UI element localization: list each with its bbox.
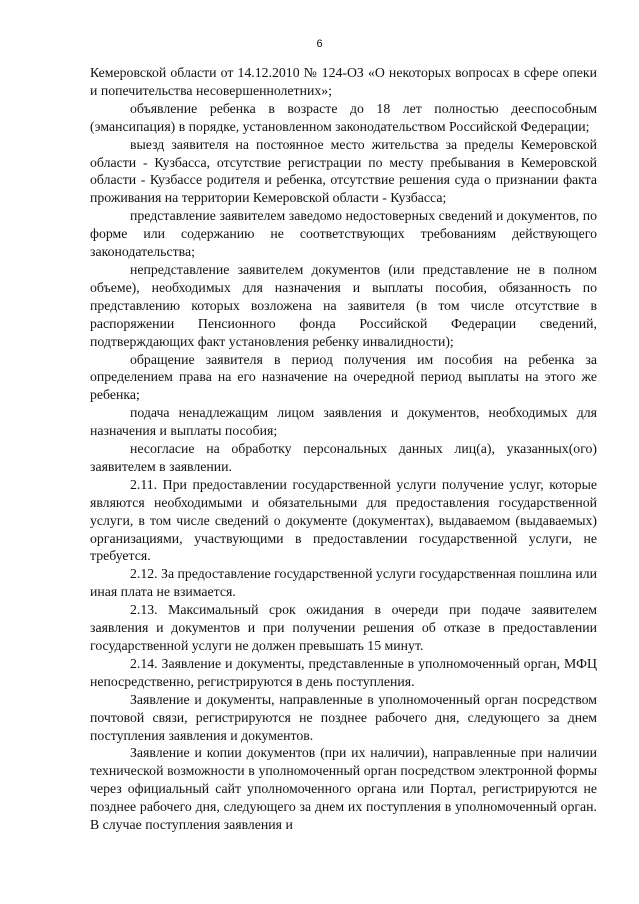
paragraph: выезд заявителя на постоянное место жительства за пределы Кемеровской области - Кузбасса, отсутствие регистрации по месту пребывания в Кемеровской области - Кузбассе родителя и ребенка, отсутствие решения суда о признании факта проживания на территории Кемеровской области - Кузбасса; [90,136,597,206]
page-number: 6 [316,38,323,50]
paragraph: 2.13. Максимальный срок ожидания в очереди при подаче заявителем заявления и документов и при получении решения об отказе в предоставлении государственной услуги не должен превышать 15 минут. [90,602,597,653]
paragraph: 2.11. При предоставлении государственной услуги получение услуг, которые являются необходимыми и обязательными для предоставления государственной услуги, в том числе сведений о документе (документах), выдаваемом (выдаваемых) организациями, участвующими в предоставлении государственной услуги, не требуется. [90,476,597,564]
document-body [90,64,597,834]
paragraph: Заявление и копии документов (при их наличии), направленные при наличии технической возможности в уполномоченный орган посредством электронной формы через официальный сайт уполномоченного органа или Портал, регистрируются не позднее рабочего дня, следующего за днем их поступления в уполномоченный орган. В случае поступления заявления и [90,745,597,833]
paragraph: Кемеровской области от 14.12.2010 № 124-ОЗ «О некоторых вопросах в сфере опеки и попечительства несовершеннолетних»; [90,65,597,98]
paragraph: обращение заявителя в период получения им пособия на ребенка за определением права на его назначение на очередной период выплаты на этого же ребенка; [90,351,597,403]
paragraph: подача ненадлежащим лицом заявления и документов, необходимых для назначения и выплаты пособия; [90,405,597,439]
paragraph: 2.14. Заявление и документы, представленные в уполномоченный орган, МФЦ непосредственно, регистрируются в день поступления. [90,655,597,689]
paragraph: представление заявителем заведомо недостоверных сведений и документов, по форме или содержанию не соответствующих требованиям действующего законодательства; [90,208,597,260]
paragraph: Заявление и документы, направленные в уполномоченный орган посредством почтовой связи, регистрируются не позднее рабочего дня, следующего за днем поступления заявления и документов. [90,691,597,743]
paragraph: объявление ребенка в возрасте до 18 лет полностью дееспособным (эмансипация) в порядке, установленном законодательством Российской Федерации; [90,100,597,134]
paragraph: несогласие на обработку персональных данных лиц(а), указанных(ого) заявителем в заявлении. [90,441,597,474]
paragraph: 2.12. За предоставление государственной услуги государственная пошлина или иная плата не взимается. [90,566,597,600]
paragraph: непредставление заявителем документов (или представление не в полном объеме), необходимых для назначения и выплаты пособия, обязанность по представлению которых возложена на заявителя (в том числе отсутствие в распоряжении Пенсионного фонда Российской Федерации сведений, подтверждающих факт установления ребенку инвалидности); [90,261,597,349]
